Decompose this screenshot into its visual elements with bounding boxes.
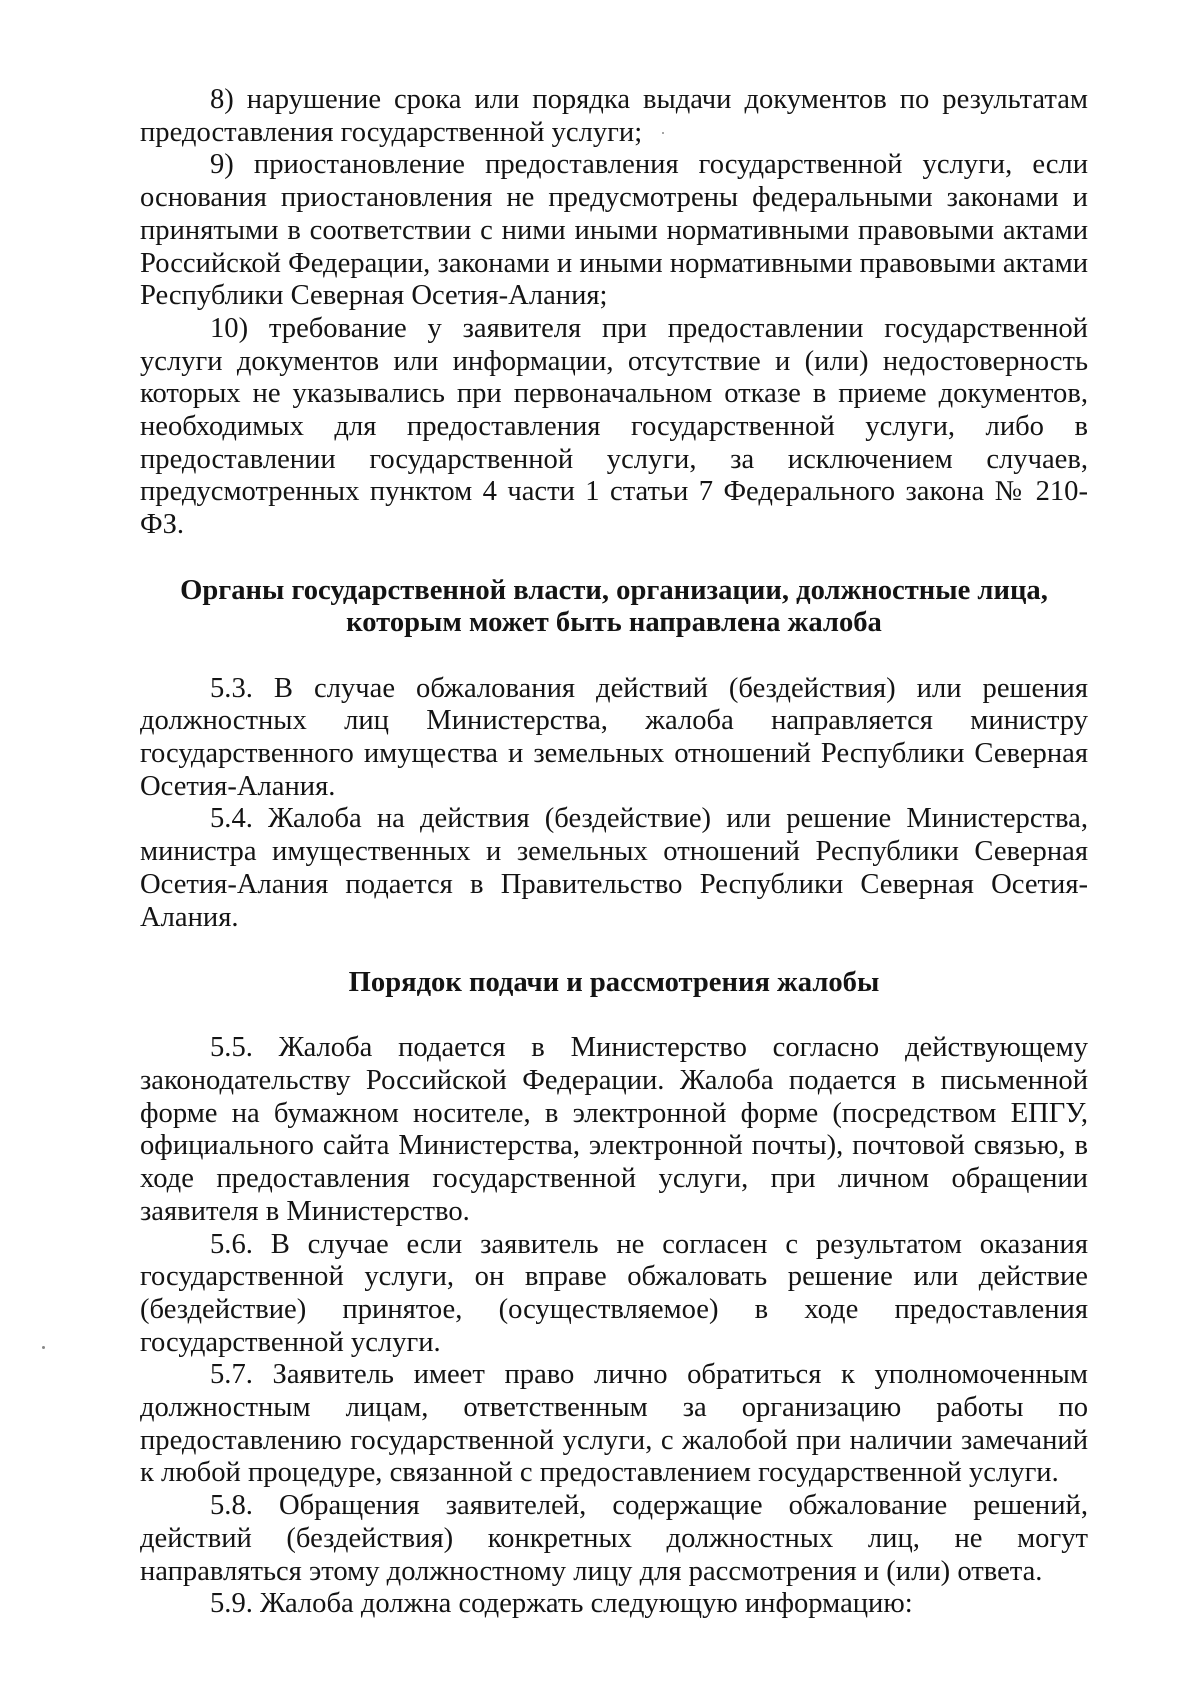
spacer	[140, 640, 1088, 673]
spacer	[140, 1000, 1088, 1033]
paragraph-item-9: 9) приостановление предоставления государственной услуги, если основания приостановления не предусмотрены федеральными законами и принятыми в соответствии с ними иными нормативными правовыми актами Российской Федерации, законами и иными нормативными правовыми актами Республики Северная Осетия-Алания;	[140, 149, 1088, 312]
paragraph-5-8: 5.8. Обращения заявителей, содержащие обжалование решений, действий (бездействия) конкретных должностных лиц, не могут направляться этому должностному лицу для рассмотрения и (или) ответа.	[140, 1490, 1088, 1587]
paragraph-item-8: 8) нарушение срока или порядка выдачи документов по результатам предоставления государственной услуги;	[140, 84, 1088, 148]
heading-line-2: которым может быть направлена жалоба	[346, 607, 882, 639]
spacer	[140, 542, 1088, 575]
paragraph-5-5: 5.5. Жалоба подается в Министерство согласно действующему законодательству Российской Федерации. Жалоба подается в письменной форме на бумажном носителе, в электронной форме (посредством ЕПГУ, официального сайта Министерства, электронной почты), почтовой связью, в ходе предоставления государственной услуги, при личном обращении заявителя в Министерство.	[140, 1032, 1088, 1227]
paragraph-5-4: 5.4. Жалоба на действия (бездействие) или решение Министерства, министра имущественных и земельных отношений Республики Северная Осетия-Алания подается в Правительство Республики Северная Осетия-Алания.	[140, 803, 1088, 933]
document-page	[140, 84, 1088, 1621]
heading-line-1: Органы государственной власти, организации, должностные лица,	[180, 574, 1048, 606]
section-heading-authorities	[140, 575, 1088, 640]
paragraph-5-7: 5.7. Заявитель имеет право лично обратиться к уполномоченным должностным лицам, ответственным за организацию работы по предоставлению государственной услуги, с жалобой при наличии замечаний к любой процедуре, связанной с предоставлением государственной услуги.	[140, 1359, 1088, 1489]
paragraph-5-3: 5.3. В случае обжалования действий (бездействия) или решения должностных лиц Министерства, жалоба направляется министру государственного имущества и земельных отношений Республики Северная Осетия-Алания.	[140, 672, 1088, 802]
spacer	[140, 934, 1088, 967]
paragraph-5-6: 5.6. В случае если заявитель не согласен с результатом оказания государственной услуги, он вправе обжаловать решение или действие (бездействие) принятое, (осуществляемое) в ходе предоставления государственной услуги.	[140, 1228, 1088, 1358]
scan-speck	[662, 132, 664, 134]
paragraph-5-9: 5.9. Жалоба должна содержать следующую информацию:	[210, 1588, 913, 1620]
paragraph-item-10: 10) требование у заявителя при предоставлении государственной услуги документов или информации, отсутствие и (или) недостоверность которых не указывались при первоначальном отказе в приеме документов, необходимых для предоставления государственной услуги, либо в предоставлении государственной услуги, за исключением случаев, предусмотренных пунктом 4 части 1 статьи 7 Федерального закона № 210-ФЗ.	[140, 312, 1088, 541]
scan-speck	[42, 1346, 45, 1349]
section-heading-procedure: Порядок подачи и рассмотрения жалобы	[348, 966, 880, 998]
